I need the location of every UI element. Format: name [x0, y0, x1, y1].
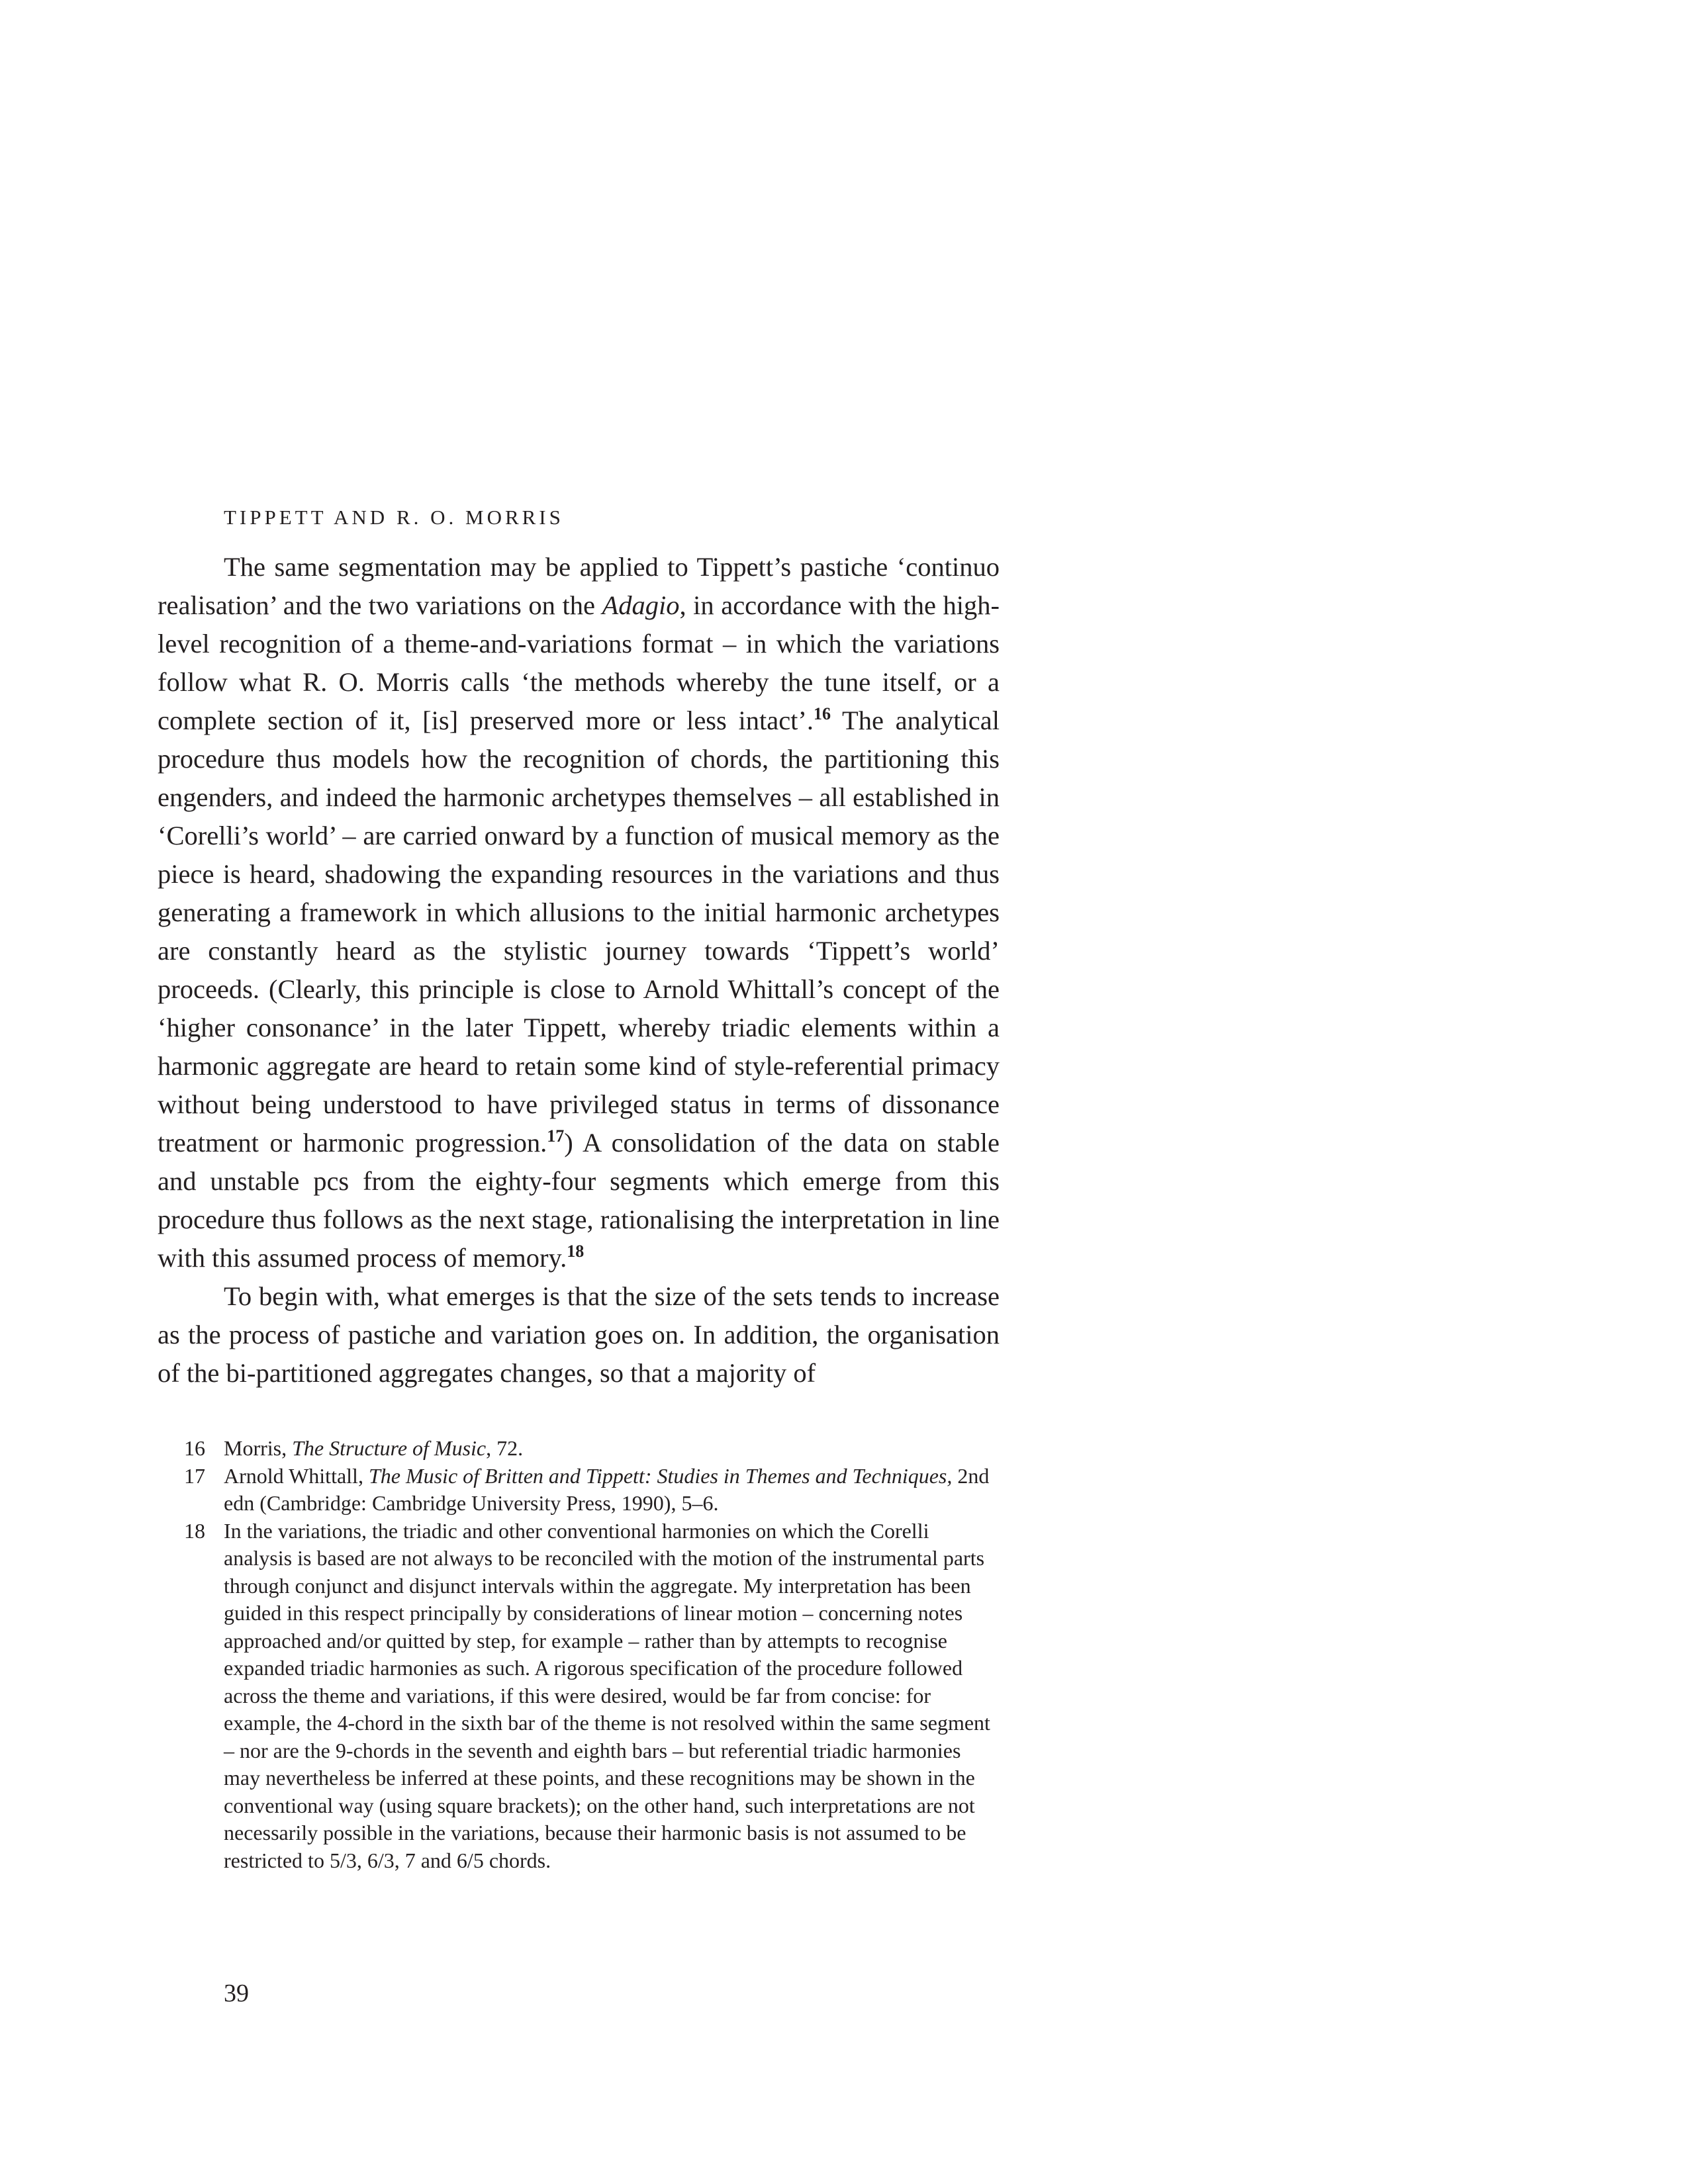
book-title: The Structure of Music: [292, 1436, 487, 1460]
running-head: TIPPETT AND R. O. MORRIS: [224, 506, 564, 529]
footnote-16: [184, 1435, 1000, 1463]
footnote-text: [224, 1463, 1000, 1518]
paragraph-text: , in accordance with the high-level recognition of a theme-and-variations format – in which the variations follow what R. O. Morris calls ‘the methods whereby the tune itself, or a complete section of it, [is] preserved more or less intact’.: [158, 590, 1000, 735]
footnote-number: 17: [184, 1463, 205, 1488]
paragraph-text: The analytical procedure thus models how the recognition of chords, the partitioning this engenders, and indeed the harmonic archetypes themselves – all established in ‘Corelli’s world’ – are carried onward by a function of musical memory as the piece is heard, shadowing the expanding resources in the variations and thus generating a framework in which allusions to the initial harmonic archetypes are constantly heard as the stylistic journey towards ‘Tippett’s world’ proceeds. (Clearly, this principle is close to Arnold Whittall’s concept of the ‘higher consonance’ in the later Tippett, whereby triadic elements within a harmonic aggregate are heard to retain some kind of style-referential primacy without being understood to have privileged status in terms of dissonance treatment or harmonic progression.: [158, 705, 1000, 1158]
main-text: [158, 548, 1000, 1392]
footnote-reference-17[interactable]: 17: [547, 1126, 565, 1146]
footnote-text: In the variations, the triadic and other conventional harmonies on which the Corelli analysis is based are not always to be reconciled with the motion of the instrumental parts through conjunct and disjunct intervals within the aggregate. My interpretation has been guided in this respect principally by considerations of linear motion – concerning notes approached and/or quitted by step, for example – rather than by attempts to recognise expanded triadic harmonies as such. A rigorous specification of the procedure followed across the theme and variations, if this were desired, would be far from concise: for example, the 4-chord in the sixth bar of the theme is not resolved within the same segment – nor are the 9-chords in the seventh and eighth bars – but referential triadic harmonies may nevertheless be inferred at these points, and these recognitions may be shown in the conventional way (using square brackets); on the other hand, such interpretations are not necessarily possible in the variations, because their harmonic basis is not assumed to be restricted to 5/3, 6/3, 7 and 6/5 chords.: [224, 1518, 990, 1872]
footnote-number: 18: [184, 1518, 205, 1543]
paragraph-1: [158, 548, 1000, 1277]
footnote-18: [184, 1518, 1000, 1875]
footnote-text-part: Arnold Whittall,: [224, 1463, 369, 1488]
paragraph-text: ) A consolidation of the data on stable and unstable pcs from the eighty-four segments which emerge from this procedure thus follows as the next stage, rationalising the interpretation in line with this assumed process of memory.: [158, 1128, 1000, 1273]
footnote-text: [224, 1435, 1000, 1463]
paragraph-2: To begin with, what emerges is that the size of the sets tends to increase as the process of pastiche and variation goes on. In addition, the organisation of the bi-partitioned aggregates changes, so that a majority of: [158, 1281, 1000, 1388]
footnote-text-part: , 72.: [486, 1436, 524, 1460]
footnotes: [184, 1435, 1000, 1874]
footnote-reference-18[interactable]: 18: [567, 1242, 585, 1261]
footnote-reference-16[interactable]: 16: [814, 704, 831, 723]
page-number: 39: [224, 1979, 249, 2007]
footnote-text-part: 2nd edn (Cambridge: Cambridge University Press, 1990), 5–6.: [224, 1463, 990, 1515]
footnote-text-part: Morris,: [224, 1436, 293, 1460]
work-title: Adagio: [602, 590, 680, 620]
footnote-number: 16: [184, 1436, 205, 1460]
paragraph-text: The same segmentation may be applied to Tippett’s pastiche ‘continuo realisation’ and the two variations on the: [158, 552, 1000, 620]
book-title: The Music of Britten and Tippett: Studies in Themes and Techniques,: [368, 1463, 953, 1488]
footnote-17: [184, 1463, 1000, 1518]
